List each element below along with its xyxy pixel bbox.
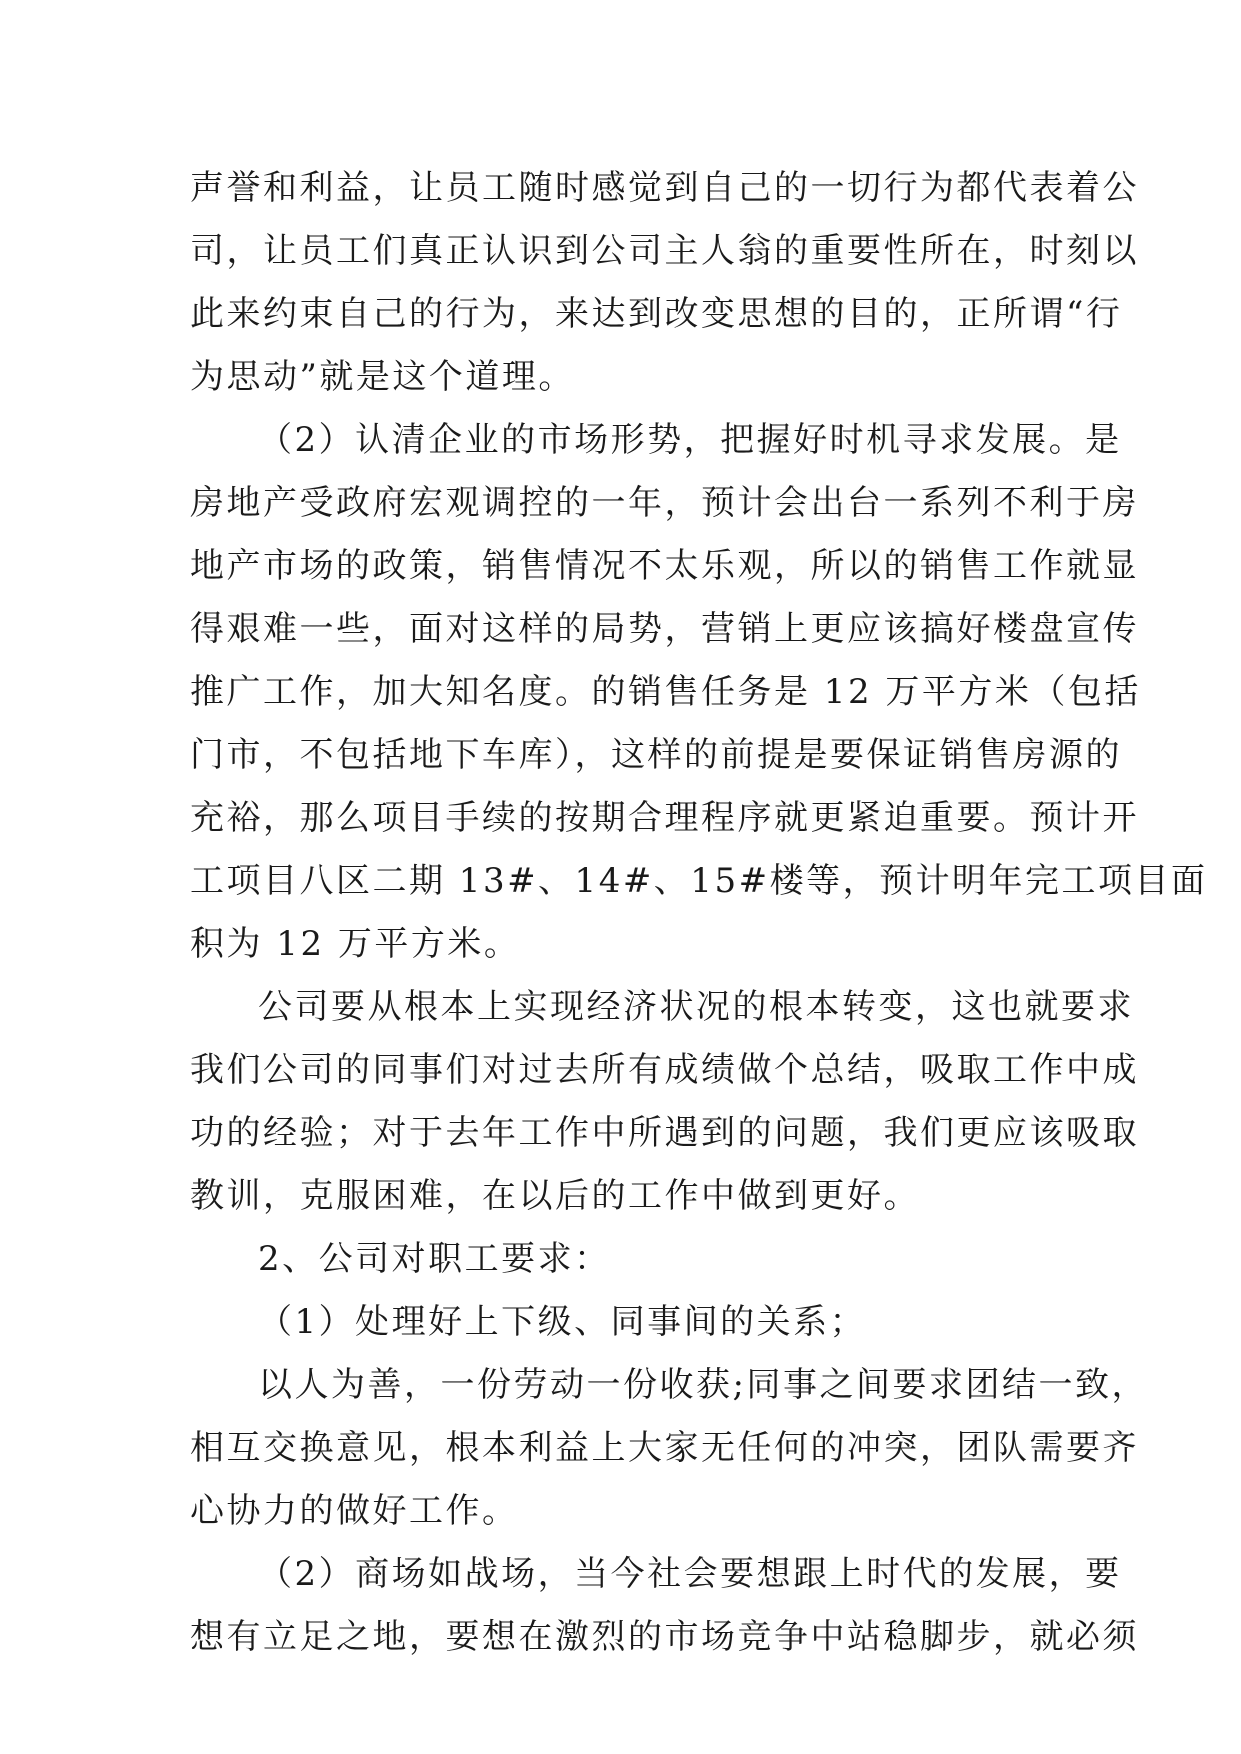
text-line: 公司要从根本上实现经济状况的根本转变，这也就要求 [258, 987, 1134, 1027]
text-line: 功的经验；对于去年工作中所遇到的问题，我们更应该吸取 [190, 1113, 1139, 1153]
text-line: 心协力的做好工作。 [190, 1491, 519, 1531]
text-line: 相互交换意见，根本利益上大家无任何的冲突，团队需要齐 [190, 1428, 1139, 1468]
document-body [190, 157, 1208, 1669]
text-line: 得艰难一些，面对这样的局势，营销上更应该搞好楼盘宣传 [190, 609, 1139, 649]
text-line: 积为 12 万平方米。 [190, 924, 521, 964]
body-text [190, 157, 1208, 1669]
text-line: 此来约束自己的行为，来达到改变思想的目的，正所谓“行 [190, 294, 1123, 334]
text-line: 教训，克服困难，在以后的工作中做到更好。 [190, 1176, 920, 1216]
text-line: 想有立足之地，要想在激烈的市场竞争中站稳脚步，就必须 [190, 1617, 1139, 1657]
text-line: （1）处理好上下级、同事间的关系； [258, 1302, 867, 1342]
text-line: 门市，不包括地下车库），这样的前提是要保证销售房源的 [190, 735, 1122, 775]
text-line: 司，让员工们真正认识到公司主人翁的重要性所在，时刻以 [190, 231, 1139, 271]
text-line: 2、公司对职工要求： [258, 1239, 611, 1279]
text-line: 地产市场的政策，销售情况不太乐观，所以的销售工作就显 [190, 546, 1139, 586]
text-line: （2）认清企业的市场形势，把握好时机寻求发展。是 [258, 420, 1122, 460]
text-line: 推广工作，加大知名度。的销售任务是 12 万平方米（包括 [190, 672, 1141, 712]
text-line: 工项目八区二期 13#、14#、15#楼等，预计明年完工项目面 [190, 861, 1208, 901]
text-line: 以人为善，一份劳动一份收获;同事之间要求团结一致， [258, 1365, 1148, 1405]
text-line: （2）商场如战场，当今社会要想跟上时代的发展，要 [258, 1554, 1122, 1594]
text-line: 为思动”就是这个道理。 [190, 357, 575, 397]
text-line: 我们公司的同事们对过去所有成绩做个总结，吸取工作中成 [190, 1050, 1139, 1090]
text-line: 声誉和利益，让员工随时感觉到自己的一切行为都代表着公 [190, 168, 1139, 208]
text-line: 房地产受政府宏观调控的一年，预计会出台一系列不利于房 [190, 483, 1139, 523]
text-line: 充裕，那么项目手续的按期合理程序就更紧迫重要。预计开 [190, 798, 1139, 838]
